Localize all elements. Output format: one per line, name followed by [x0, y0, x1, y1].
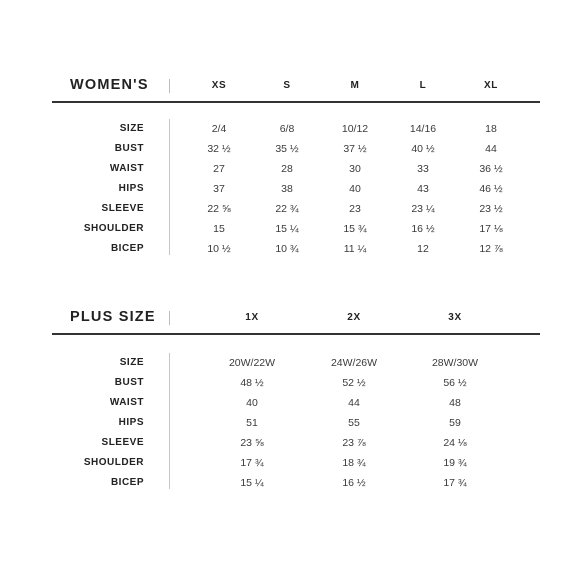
table-cell: 33	[417, 163, 429, 175]
table-cell: 40	[246, 397, 258, 409]
size-heading-2x: 2X	[347, 312, 361, 323]
table-cell: 15 ¾	[343, 223, 367, 235]
table-cell: 16 ½	[411, 223, 435, 235]
table-cell: 19 ¾	[443, 457, 467, 469]
table-cell: 43	[417, 183, 429, 195]
table-cell: 15 ¼	[240, 477, 264, 489]
row-label: WAIST	[109, 397, 144, 408]
table-cell: 44	[485, 143, 497, 155]
table-cell: 15 ¼	[275, 223, 299, 235]
table-cell: 23 ⅝	[240, 437, 264, 449]
table-cell: 59	[449, 417, 461, 429]
plus-title: PLUS SIZE	[70, 309, 156, 325]
table-cell: 23 ¼	[411, 203, 435, 215]
row-label: BICEP	[110, 477, 144, 488]
table-row	[52, 139, 540, 159]
table-row	[52, 373, 540, 393]
size-heading-xs: XS	[211, 80, 227, 91]
table-row	[52, 433, 540, 453]
size-heading-xl: XL	[484, 80, 498, 91]
table-cell: 16 ½	[342, 477, 366, 489]
table-cell: 28W/30W	[431, 357, 479, 369]
table-cell: 14/16	[409, 123, 437, 135]
table-cell: 48	[449, 397, 461, 409]
table-cell: 22 ⅝	[207, 203, 231, 215]
row-label: WAIST	[109, 163, 144, 174]
table-cell: 12 ⅞	[479, 243, 503, 255]
row-label: SLEEVE	[101, 203, 144, 214]
table-row	[52, 199, 540, 219]
table-cell: 56 ½	[443, 377, 467, 389]
table-cell: 10 ½	[207, 243, 231, 255]
row-label: BUST	[114, 143, 144, 154]
size-heading-l: L	[419, 80, 427, 91]
table-row	[52, 179, 540, 199]
table-cell: 32 ½	[207, 143, 231, 155]
row-label: SIZE	[119, 357, 144, 368]
size-heading-s: S	[283, 80, 291, 91]
table-cell: 37 ½	[343, 143, 367, 155]
table-row	[52, 473, 540, 493]
table-cell: 20W/22W	[228, 357, 276, 369]
size-heading-m: M	[350, 80, 360, 91]
row-label: HIPS	[118, 417, 144, 428]
row-label: BICEP	[110, 243, 144, 254]
plus-header	[52, 309, 540, 339]
table-cell: 22 ¾	[275, 203, 299, 215]
row-label: SHOULDER	[83, 457, 144, 468]
womens-size-table	[52, 77, 540, 259]
table-cell: 24W/26W	[330, 357, 378, 369]
table-row	[52, 453, 540, 473]
table-cell: 37	[213, 183, 225, 195]
row-label: HIPS	[118, 183, 144, 194]
table-row	[52, 353, 540, 373]
table-cell: 30	[349, 163, 361, 175]
header-divider	[169, 311, 170, 325]
row-label: SLEEVE	[101, 437, 144, 448]
header-rule	[52, 333, 540, 335]
table-cell: 27	[213, 163, 225, 175]
row-label: SIZE	[119, 123, 144, 134]
table-cell: 24 ⅛	[443, 437, 467, 449]
header-divider	[169, 79, 170, 93]
table-cell: 38	[281, 183, 293, 195]
table-cell: 18 ¾	[342, 457, 366, 469]
table-cell: 17 ¾	[240, 457, 264, 469]
table-row	[52, 159, 540, 179]
womens-header	[52, 77, 540, 107]
table-cell: 12	[417, 243, 429, 255]
table-cell: 36 ½	[479, 163, 503, 175]
table-cell: 15	[213, 223, 225, 235]
table-cell: 10/12	[341, 123, 369, 135]
plus-size-table	[52, 309, 540, 493]
table-cell: 48 ½	[240, 377, 264, 389]
table-cell: 2/4	[211, 123, 227, 135]
size-heading-3x: 3X	[448, 312, 462, 323]
table-row	[52, 219, 540, 239]
table-cell: 52 ½	[342, 377, 366, 389]
plus-body	[52, 353, 540, 493]
table-cell: 46 ½	[479, 183, 503, 195]
table-cell: 23 ½	[479, 203, 503, 215]
table-cell: 11 ¼	[343, 243, 367, 255]
table-cell: 28	[281, 163, 293, 175]
size-heading-1x: 1X	[245, 312, 259, 323]
table-cell: 10 ¾	[275, 243, 299, 255]
table-cell: 18	[485, 123, 497, 135]
womens-body	[52, 119, 540, 259]
womens-title: WOMEN'S	[70, 77, 149, 93]
table-cell: 44	[348, 397, 360, 409]
table-cell: 23 ⅞	[342, 437, 366, 449]
row-label: BUST	[114, 377, 144, 388]
table-cell: 35 ½	[275, 143, 299, 155]
table-cell: 51	[246, 417, 258, 429]
table-cell: 17 ⅛	[479, 223, 503, 235]
table-row	[52, 393, 540, 413]
table-cell: 23	[349, 203, 361, 215]
table-cell: 6/8	[279, 123, 295, 135]
row-label: SHOULDER	[83, 223, 144, 234]
table-cell: 17 ¾	[443, 477, 467, 489]
table-row	[52, 119, 540, 139]
table-cell: 55	[348, 417, 360, 429]
header-rule	[52, 101, 540, 103]
table-cell: 40	[349, 183, 361, 195]
table-cell: 40 ½	[411, 143, 435, 155]
table-row	[52, 239, 540, 259]
table-row	[52, 413, 540, 433]
